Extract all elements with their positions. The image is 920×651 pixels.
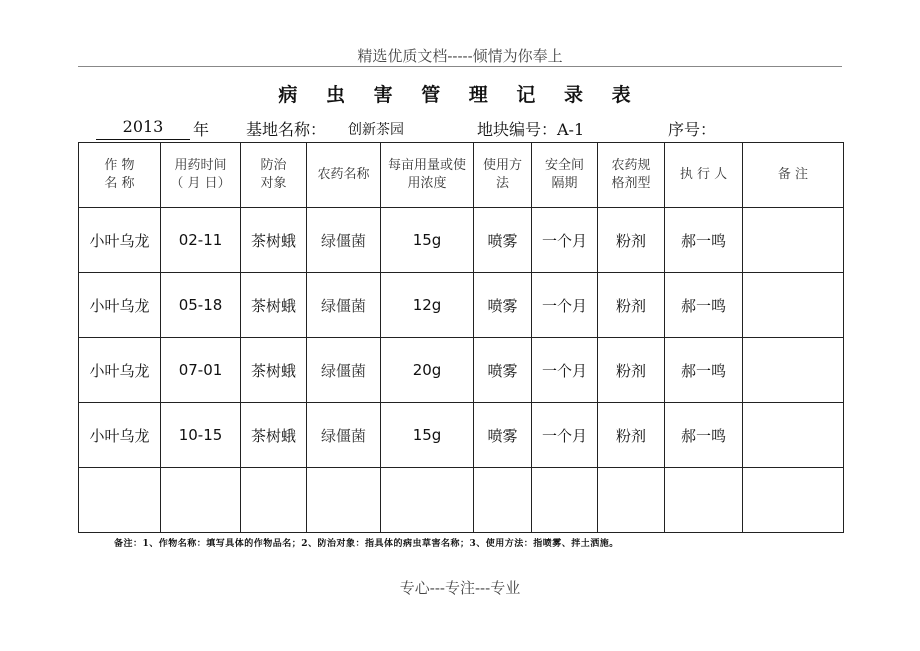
cell-operator: 郝一鸣 [665,403,743,468]
table-row [79,338,844,403]
cell-operator: 郝一鸣 [665,273,743,338]
cell-operator: 郝一鸣 [665,208,743,273]
cell-target: 茶树蛾 [241,273,307,338]
base-name-label: 基地名称： [246,120,327,139]
cell-pesticide [307,468,381,533]
cell-pesticide: 绿僵菌 [307,338,381,403]
cell-date: 05-18 [161,273,241,338]
cell-target: 茶树蛾 [241,338,307,403]
year-field: 2013 [96,117,190,140]
cell-pesticide: 绿僵菌 [307,208,381,273]
cell-form [598,468,665,533]
year-unit-label: 年 [193,120,210,139]
cell-form: 粉剂 [598,338,665,403]
cell-method: 喷雾 [474,273,532,338]
cell-crop [79,468,161,533]
cell-form: 粉剂 [598,273,665,338]
cell-date: 02-11 [161,208,241,273]
col-header-operator: 执 行 人 [665,143,743,208]
table-header-row [79,143,844,208]
header-divider [78,66,842,67]
cell-crop: 小叶乌龙 [79,338,161,403]
cell-note [743,468,844,533]
table-row [79,403,844,468]
plot-number-label: 地块编号：A-1 [477,120,585,139]
cell-interval: 一个月 [532,273,598,338]
cell-date: 10-15 [161,403,241,468]
col-header-dose: 每亩用量或使 用浓度 [381,143,474,208]
cell-operator: 郝一鸣 [665,338,743,403]
table-row [79,208,844,273]
cell-crop: 小叶乌龙 [79,208,161,273]
col-header-pesticide: 农药名称 [307,143,381,208]
col-header-crop: 作 物 名 称 [79,143,161,208]
cell-note [743,403,844,468]
col-header-target: 防治 对象 [241,143,307,208]
table-row-empty [79,468,844,533]
document-title: 病 虫 害 管 理 记 录 表 [278,84,642,106]
cell-dose: 12g [381,273,474,338]
cell-note [743,338,844,403]
cell-interval: 一个月 [532,403,598,468]
cell-dose: 20g [381,338,474,403]
col-header-date: 用药时间 （ 月 日） [161,143,241,208]
cell-target: 茶树蛾 [241,403,307,468]
table-footnote: 备注：1、作物名称：填写具体的作物品名；2、防治对象：指具体的病虫草害名称；3、使用方法：指喷雾、拌土洒施。 [114,539,619,549]
cell-method [474,468,532,533]
cell-date [161,468,241,533]
cell-method: 喷雾 [474,338,532,403]
pest-management-table [78,142,844,533]
cell-target: 茶树蛾 [241,208,307,273]
cell-pesticide: 绿僵菌 [307,403,381,468]
page-header-text: 精选优质文档-----倾情为你奉上 [357,47,563,65]
col-header-method: 使用方 法 [474,143,532,208]
cell-form: 粉剂 [598,403,665,468]
cell-interval: 一个月 [532,208,598,273]
cell-dose: 15g [381,208,474,273]
cell-dose: 15g [381,403,474,468]
cell-pesticide: 绿僵菌 [307,273,381,338]
col-header-form: 农药规 格剂型 [598,143,665,208]
cell-note [743,208,844,273]
cell-target [241,468,307,533]
col-header-interval: 安全间 隔期 [532,143,598,208]
cell-crop: 小叶乌龙 [79,403,161,468]
cell-operator [665,468,743,533]
cell-date: 07-01 [161,338,241,403]
sequence-label: 序号： [668,120,717,139]
cell-method: 喷雾 [474,208,532,273]
cell-interval [532,468,598,533]
cell-note [743,273,844,338]
cell-method: 喷雾 [474,403,532,468]
cell-interval: 一个月 [532,338,598,403]
table-row [79,273,844,338]
cell-dose [381,468,474,533]
col-header-note: 备 注 [743,143,844,208]
cell-crop: 小叶乌龙 [79,273,161,338]
page-footer-text: 专心---专注---专业 [399,579,521,597]
base-name-value: 创新茶园 [348,122,404,138]
cell-form: 粉剂 [598,208,665,273]
